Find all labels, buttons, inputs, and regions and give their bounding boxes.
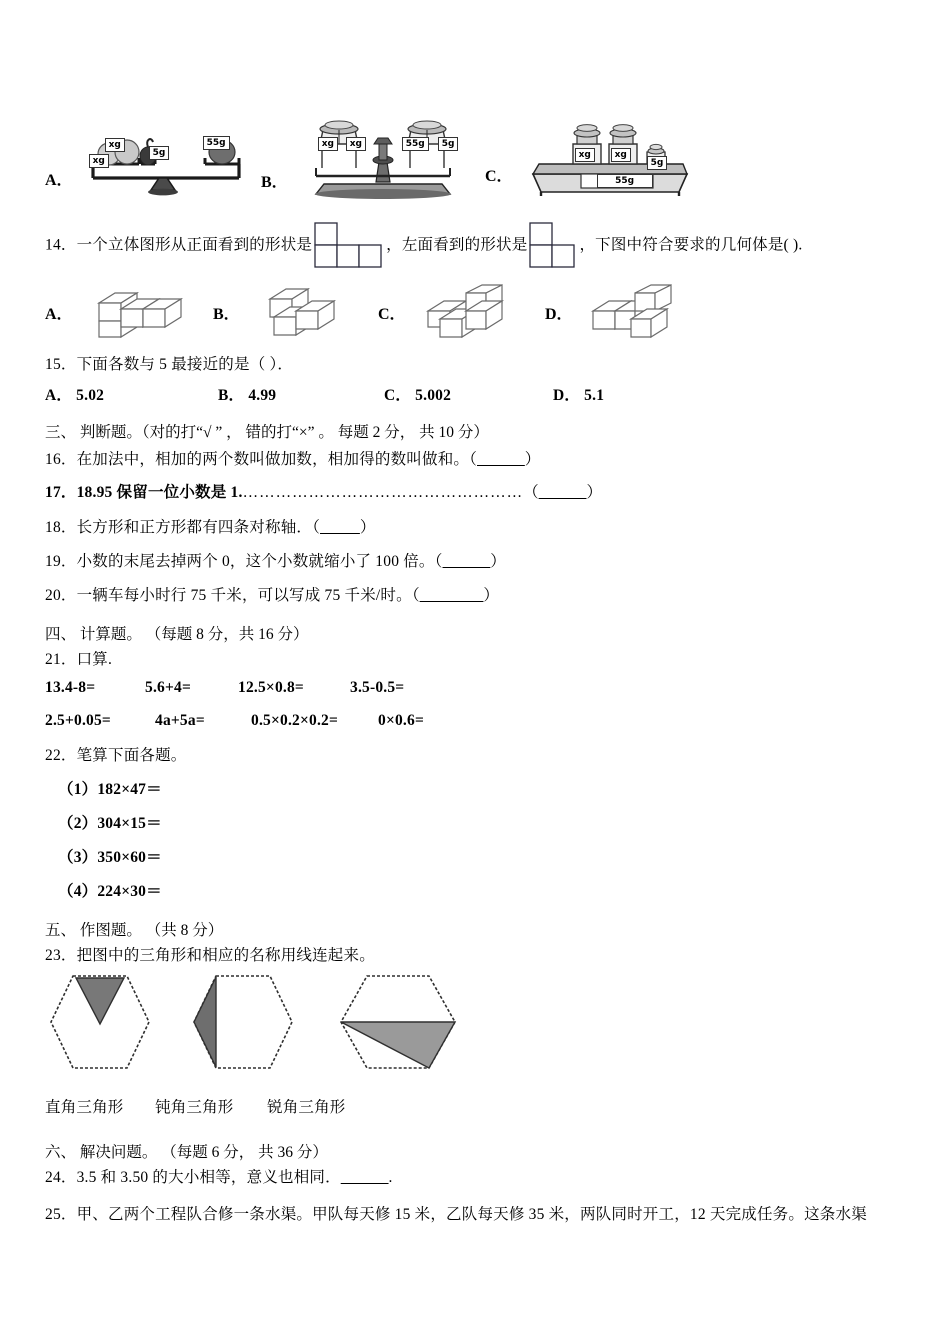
q22-title <box>45 746 187 767</box>
q25-text: 甲、乙两个工程队合修一条水渠。甲队每天修 15 米，乙队每天修 35 米，两队同时开工，12 天完成任务。这条水渠 <box>76 1206 867 1223</box>
q21-expr-3: 12.5×0.8= <box>238 679 304 696</box>
weight-tag-xg-2: xg <box>346 137 366 151</box>
q22-number: 22． <box>45 747 77 764</box>
cube-figure-a <box>81 283 201 341</box>
q15-option-a[interactable] <box>45 386 104 407</box>
weight-tag-xg-2: xg <box>89 154 109 168</box>
q16-blank[interactable]: ______ <box>477 451 525 468</box>
q21-expr-8: 0×0.6= <box>378 712 424 729</box>
q14-option-c-label: C． <box>378 305 406 323</box>
pan-balance-figure <box>298 110 458 198</box>
q21-label: 口算. <box>76 651 113 668</box>
q19-blank[interactable]: ______ <box>442 553 491 570</box>
q21-expr-2: 5.6+4= <box>145 679 191 696</box>
weight-tag-5g: 5g <box>438 137 459 151</box>
q14-option-b-label: B． <box>213 305 240 323</box>
q14-option-a-label: A． <box>45 305 73 323</box>
q16 <box>45 450 540 471</box>
cube-figure-b <box>248 283 368 341</box>
q22-item-1: （1）182×47＝ <box>58 781 162 798</box>
triangle-name-3[interactable]: 锐角三角形 <box>267 1099 346 1116</box>
weight-tag-55g: 55g <box>597 174 653 188</box>
q14-question <box>45 222 802 270</box>
q18-close: ） <box>359 519 376 536</box>
q17-number: 17． <box>45 484 77 501</box>
q15-number: 15． <box>45 356 77 373</box>
q13-option-c-label: C． <box>485 168 513 185</box>
q25-number: 25． <box>45 1206 77 1223</box>
weight-tag-55g: 55g <box>203 136 230 150</box>
q21-expr-5: 2.5+0.05= <box>45 712 111 729</box>
q20-blank[interactable]: ________ <box>419 587 484 604</box>
q15-option-a-label: A． <box>45 387 73 404</box>
q21-expr-6: 4a+5a= <box>155 712 205 729</box>
q17-close: ） <box>586 484 603 501</box>
q13-option-b-label: B． <box>261 174 288 191</box>
q15-option-c-value: 5.002 <box>415 387 452 404</box>
cube-figure-c <box>414 283 534 341</box>
q13-option-a-label: A． <box>45 172 73 189</box>
q16-close: ） <box>524 451 541 468</box>
cube-figure-d <box>581 283 701 341</box>
q15-text: 下面各数与 5 最接近的是（ ）． <box>76 356 294 373</box>
pan-balance-svg <box>298 110 468 202</box>
q16-number: 16． <box>45 451 77 468</box>
q17 <box>45 483 602 504</box>
q21-expr-1: 13.4-8= <box>45 679 96 696</box>
q15-option-c[interactable] <box>384 386 451 407</box>
q13-options-row <box>45 88 905 191</box>
q22-item-2: （2）304×15＝ <box>58 815 162 832</box>
q13-option-c[interactable] <box>485 112 690 192</box>
q19-text: 小数的末尾去掉两个 0，这个小数就缩小了 100 倍。（ <box>76 553 443 570</box>
q21-title <box>45 650 112 671</box>
q15-option-b[interactable] <box>218 386 276 407</box>
q15-option-d[interactable] <box>553 386 604 407</box>
weight-tag-5g: 5g <box>647 156 668 170</box>
q15-question <box>45 355 293 376</box>
section-3-heading: 三、 判断题。（对的打“√ ” ， 错的打“×” 。 每题 2 分， 共 10 分） <box>45 424 489 441</box>
seesaw-balance-figure <box>79 116 259 196</box>
section-4-heading: 四、 计算题。 （每题 8 分，共 16 分） <box>45 626 309 643</box>
q14-option-d-label: D． <box>545 305 573 323</box>
q15-option-b-label: B． <box>218 387 245 404</box>
hexagon-figure-1[interactable] <box>45 970 155 1076</box>
q17-leader-dots: …………………………………………… <box>242 484 524 501</box>
left-view-diagram <box>529 222 577 270</box>
q22-label: 笔算下面各题。 <box>76 747 187 764</box>
q15-option-a-value: 5.02 <box>76 387 105 404</box>
weight-tag-xg-1: xg <box>318 137 338 151</box>
q23-label: 把图中的三角形和相应的名称用线连起来。 <box>76 947 375 964</box>
q15-option-d-label: D． <box>553 387 581 404</box>
q21-expr-7: 0.5×0.2×0.2= <box>251 712 339 729</box>
weight-tag-xg-1: xg <box>575 148 595 162</box>
q14-text-3: ，下图中符合要求的几何体是( ). <box>579 236 803 254</box>
q23-title <box>45 946 375 967</box>
q20-number: 20． <box>45 587 77 604</box>
q15-option-b-value: 4.99 <box>248 387 277 404</box>
q22-item-4: （4）224×30＝ <box>58 883 162 900</box>
q17-blank[interactable]: ______ <box>538 484 587 501</box>
q17-paren-open: （ <box>523 484 539 501</box>
q14-text-2: ，左面看到的形状是 <box>386 236 528 254</box>
q21-number: 21． <box>45 651 77 668</box>
triangle-name-1[interactable]: 直角三角形 <box>45 1099 124 1116</box>
triangle-name-2[interactable]: 钝角三角形 <box>155 1099 234 1116</box>
q14-option-a[interactable] <box>45 283 201 341</box>
q19-number: 19． <box>45 553 77 570</box>
weight-tag-5g: 5g <box>149 146 170 160</box>
q20 <box>45 586 499 607</box>
q16-text: 在加法中，相加的两个数叫做加数，相加得的数叫做和。（ <box>76 451 478 468</box>
front-view-diagram <box>314 222 384 270</box>
section-6-heading: 六、 解决问题。 （每题 6 分， 共 36 分） <box>45 1144 328 1161</box>
q13-option-a[interactable] <box>45 116 259 196</box>
q14-option-b[interactable] <box>213 283 368 341</box>
platform-scale-figure <box>525 112 690 192</box>
q17-text: 18.95 保留一位小数是 1. <box>76 484 243 501</box>
hexagon-figure-3[interactable] <box>335 970 463 1076</box>
q20-close: ） <box>483 587 500 604</box>
section-5-heading: 五、 作图题。 （共 8 分） <box>45 922 224 939</box>
q18-blank[interactable]: _____ <box>320 519 360 536</box>
q21-expr-4: 3.5-0.5= <box>350 679 405 696</box>
q18 <box>45 518 376 539</box>
q24-blank[interactable]: ______ <box>340 1169 389 1186</box>
q24-text: 3.5 和 3.50 的大小相等，意义也相同． <box>76 1169 341 1186</box>
q15-option-c-label: C． <box>384 387 412 404</box>
q19-close: ） <box>490 553 506 570</box>
q19 <box>45 552 506 573</box>
q23-number: 23． <box>45 947 77 964</box>
q18-text: 长方形和正方形都有四条对称轴．（ <box>76 519 321 536</box>
q14-number: 14． <box>45 236 77 254</box>
q14-option-d[interactable] <box>545 283 701 341</box>
q20-text: 一辆车每小时行 75 千米，可以写成 75 千米/时。（ <box>76 587 420 604</box>
q18-number: 18． <box>45 519 77 536</box>
q24-suffix: . <box>388 1169 393 1186</box>
q25 <box>45 1205 867 1226</box>
q14-option-c[interactable] <box>378 283 534 341</box>
q13-option-b[interactable] <box>261 110 458 198</box>
q24-number: 24． <box>45 1169 77 1186</box>
weight-tag-xg-2: xg <box>611 148 631 162</box>
q15-option-d-value: 5.1 <box>584 387 605 404</box>
q14-text-1: 一个立体图形从正面看到的形状是 <box>76 236 313 254</box>
q22-item-3: （3）350×60＝ <box>58 849 162 866</box>
weight-tag-55g: 55g <box>402 137 429 151</box>
q24 <box>45 1168 393 1189</box>
hexagon-figure-2[interactable] <box>188 970 298 1076</box>
weight-tag-xg-1: xg <box>105 138 125 152</box>
